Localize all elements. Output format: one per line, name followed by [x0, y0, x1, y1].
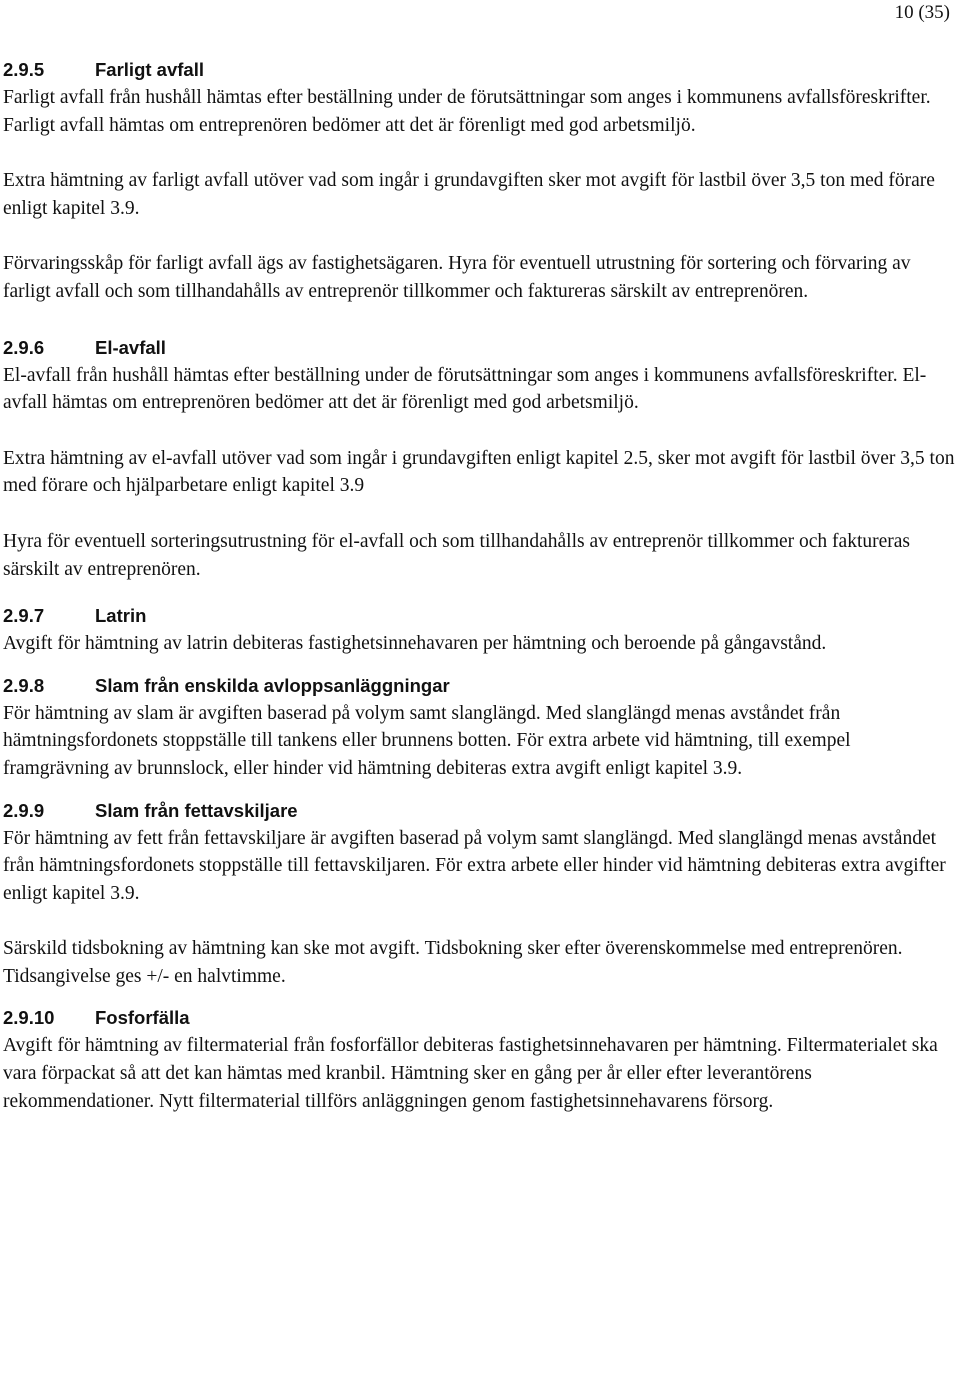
section-heading-slam-enskilda-avlopp [3, 672, 958, 700]
document-content [3, 56, 958, 1115]
paragraph: Farligt avfall från hushåll hämtas efter beställning under de förutsättningar som anges i kommunens avfallsföreskrifter. Farligt avfall hämtas om entreprenören bedömer att det är förenligt med god arbetsmiljö. [3, 87, 931, 136]
section-title: Slam från fettavskiljare [95, 799, 298, 821]
paragraph: Avgift för hämtning av filtermaterial från fosforfällor debiteras fastighetsinnehavaren per hämtning. Filtermaterialet ska vara förpackat så att det kan hämtas med kranbil. Hämtning sker en gång per år eller efter leverantörens rekommendationer. Nytt filtermaterial tillförs anläggningen genom fastighetsinnehavarens försorg. [3, 1035, 938, 1112]
paragraph: Särskild tidsbokning av hämtning kan ske mot avgift. Tidsbokning sker efter överenskommelse med entreprenören. Tidsangivelse ges +/- en halvtimme. [3, 938, 903, 987]
paragraph: För hämtning av slam är avgiften baserad på volym samt slanglängd. Med slanglängd menas avståndet från hämtningsfordonets stoppställe till tankens eller brunnens botten. För extra arbete vid hämtning, till exempel framgrävning av brunnslock, eller hinder vid hämtning debiteras extra avgift enligt kapitel 3.9. [3, 702, 851, 779]
section-title: Latrin [95, 605, 147, 627]
section-number: 2.9.9 [3, 799, 45, 821]
section-number: 2.9.6 [3, 336, 45, 358]
section-title: Fosforfälla [95, 1007, 190, 1029]
section-heading-slam-fettavskiljare [3, 797, 958, 825]
paragraph: Extra hämtning av el-avfall utöver vad som ingår i grundavgiften enligt kapitel 2.5, sker mot avgift för lastbil över 3,5 ton med förare och hjälparbetare enligt kapitel 3.9 [3, 447, 955, 497]
section-title: El-avfall [95, 336, 166, 358]
section-title: Slam från enskilda avloppsanläggningar [95, 674, 450, 696]
page-number: 10 (35) [894, 2, 950, 23]
section-heading-el-avfall [3, 334, 958, 362]
section-number: 2.9.7 [3, 605, 45, 627]
paragraph: Förvaringsskåp för farligt avfall ägs av fastighetsägaren. Hyra för eventuell utrustning för sortering och förvaring av farligt avfall och som tillhandahålls av entreprenör tillkommer och faktureras särskilt av entreprenören. [3, 253, 911, 302]
section-heading-farligt-avfall [3, 56, 958, 84]
section-number: 2.9.8 [3, 674, 45, 696]
paragraph: Hyra för eventuell sorteringsutrustning för el-avfall och som tillhandahålls av entreprenör tillkommer och faktureras särskilt av entreprenören. [3, 530, 910, 580]
section-number: 2.9.10 [3, 1007, 55, 1029]
section-number: 2.9.5 [3, 59, 45, 80]
section-heading-fosforfalla [3, 1004, 958, 1032]
section-title: Farligt avfall [95, 59, 204, 80]
paragraph: Extra hämtning av farligt avfall utöver vad som ingår i grundavgiften sker mot avgift för lastbil över 3,5 ton med förare enligt kapitel 3.9. [3, 170, 935, 219]
section-heading-latrin [3, 602, 958, 630]
paragraph: Avgift för hämtning av latrin debiteras fastighetsinnehavaren per hämtning och beroende på gångavstånd. [3, 633, 827, 655]
paragraph: El-avfall från hushåll hämtas efter beställning under de förutsättningar som anges i kommunens avfallsföreskrifter. El-avfall hämtas om entreprenören bedömer att det är förenligt med god arbetsmiljö. [3, 364, 927, 414]
paragraph: För hämtning av fett från fettavskiljare är avgiften baserad på volym samt slanglängd. Med slanglängd menas avståndet från hämtningsfordonets stoppställe till fettavskiljaren. För extra arbete eller hinder vid hämtning debiteras extra avgifter enligt kapitel 3.9. [3, 827, 946, 904]
